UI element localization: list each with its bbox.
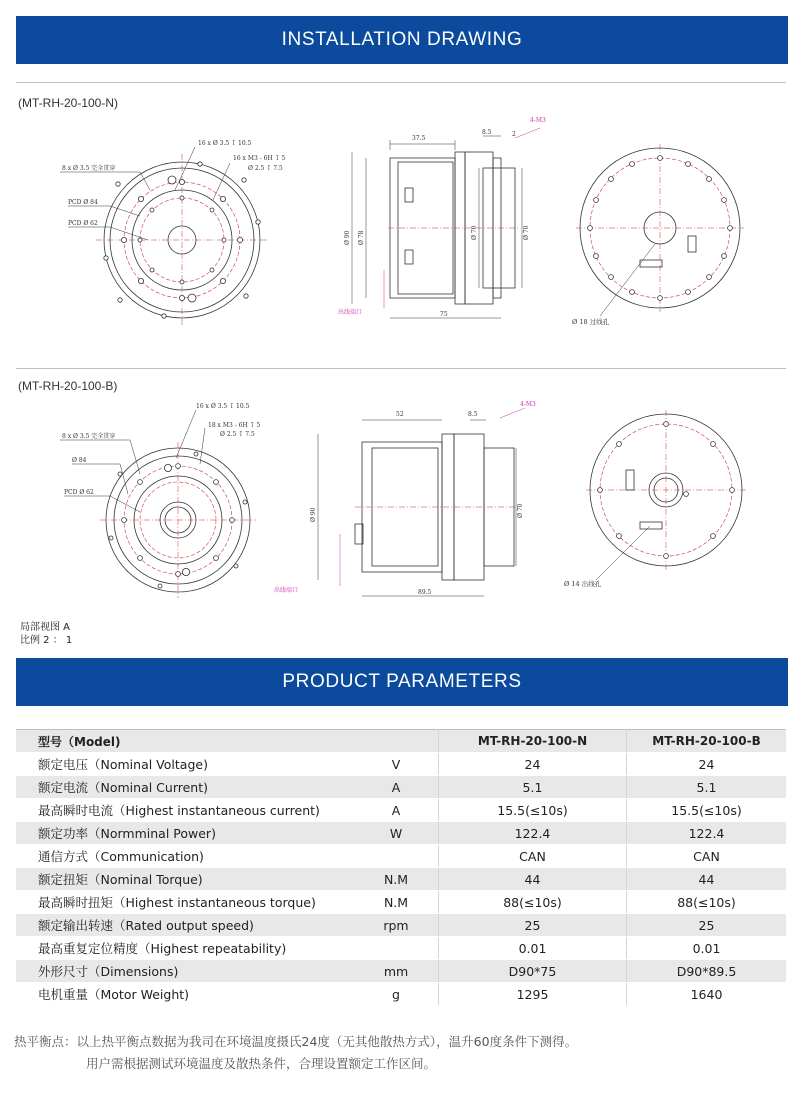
param-unit: A (354, 799, 439, 822)
param-unit (354, 845, 439, 868)
param-value-n: 0.01 (439, 937, 627, 960)
b-back-hole: Ø 14 出线孔 (564, 580, 602, 588)
param-value-b: D90*89.5 (627, 960, 787, 983)
table-row (16, 822, 786, 845)
param-value-b: 0.01 (627, 937, 787, 960)
param-unit: W (354, 822, 439, 845)
b-front-thru: 8 x Ø 3.5 完全贯穿 (62, 433, 116, 440)
b-side-dim1: 52 (396, 411, 404, 418)
header-unit (354, 730, 439, 753)
n-side-dim4: 2 (512, 131, 516, 138)
param-name: 额定电流（Nominal Current) (16, 776, 354, 799)
param-unit: rpm (354, 914, 439, 937)
table-row (16, 983, 786, 1006)
param-name: 最高瞬时扭矩（Highest instantaneous torque) (16, 891, 354, 914)
param-name: 通信方式（Communication) (16, 845, 354, 868)
n-side-dim1: 37.5 (412, 135, 426, 142)
table-row (16, 914, 786, 937)
model-b-label: (MT-RH-20-100-B) (18, 379, 118, 393)
param-unit: N.M (354, 868, 439, 891)
n-back-view (576, 144, 744, 316)
param-unit: N.M (354, 891, 439, 914)
footnote-line1: 热平衡点：以上热平衡点数据为我司在环境温度摄氏24度（无其他散热方式），温升60度条件下测得。 (14, 1034, 578, 1049)
table-row (16, 868, 786, 891)
param-unit: A (354, 776, 439, 799)
param-value-n: 24 (439, 753, 627, 776)
param-name: 电机重量（Motor Weight) (16, 983, 354, 1006)
param-value-n: D90*75 (439, 960, 627, 983)
model-n-label: (MT-RH-20-100-N) (18, 96, 119, 110)
param-value-n: 44 (439, 868, 627, 891)
param-value-b: 15.5(≤10s) (627, 799, 787, 822)
param-value-b: 1640 (627, 983, 787, 1006)
param-unit: mm (354, 960, 439, 983)
param-value-b: 122.4 (627, 822, 787, 845)
param-value-n: 15.5(≤10s) (439, 799, 627, 822)
table-header-row (16, 730, 786, 753)
param-value-b: 44 (627, 868, 787, 891)
n-side-d-in1: Ø 70 (471, 225, 478, 240)
table-row (16, 937, 786, 960)
n-front-hole-a: 16 x Ø 3.5 ↧ 10.5 (198, 140, 252, 147)
table-row (16, 776, 786, 799)
b-side-dim2: 8.5 (468, 411, 478, 418)
b-side-cable-out: 出线端口 (274, 587, 299, 594)
installation-drawing-title: INSTALLATION DRAWING (281, 29, 523, 50)
drawing-mt-rh-20-100-n (0, 110, 800, 340)
param-name: 最高重复定位精度（Highest repeatability) (16, 937, 354, 960)
footnote-line2: 用户需根据测试环境温度及散热条件，合理设置额定工作区间。 (86, 1056, 437, 1071)
n-front-hole-b: 16 x M3 - 6H ↧ 5 (233, 155, 286, 162)
param-value-b: 88(≤10s) (627, 891, 787, 914)
installation-drawing-banner (16, 16, 788, 64)
param-unit (354, 937, 439, 960)
divider-top (16, 82, 786, 83)
b-front-hole-a: 16 x Ø 3.5 ↧ 10.5 (196, 403, 250, 410)
param-value-n: 25 (439, 914, 627, 937)
param-value-n: 1295 (439, 983, 627, 1006)
param-name: 最高瞬时电流（Highest instantaneous current) (16, 799, 354, 822)
param-value-b: 24 (627, 753, 787, 776)
param-value-n: 122.4 (439, 822, 627, 845)
param-value-b: 25 (627, 914, 787, 937)
param-value-n: CAN (439, 845, 627, 868)
param-value-b: CAN (627, 845, 787, 868)
param-name: 外形尺寸（Dimensions) (16, 960, 354, 983)
b-side-d-in: Ø 70 (517, 503, 524, 518)
n-side-view (352, 128, 540, 318)
n-front-thru: 8 x Ø 3.5 完全贯穿 (62, 165, 116, 172)
n-front-view (60, 147, 268, 326)
table-row (16, 891, 786, 914)
n-side-d-mid: Ø 78 (358, 230, 365, 245)
b-front-pcd2: PCD Ø 62 (64, 489, 94, 496)
n-side-d-in2: Ø 70 (523, 225, 530, 240)
n-front-hole-c: Ø 2.5 ↧ 7.5 (248, 165, 283, 172)
n-back-hole: Ø 18 过线孔 (572, 318, 610, 326)
n-side-dim2: 8.5 (482, 129, 492, 136)
param-name: 额定电压（Nominal Voltage) (16, 753, 354, 776)
n-front-pcd2: PCD Ø 62 (68, 220, 98, 227)
header-model: 型号（Model) (16, 730, 354, 753)
product-parameters-title: PRODUCT PARAMETERS (282, 671, 522, 692)
scale-label: 比例 2 ： 1 (20, 635, 73, 646)
table-row (16, 845, 786, 868)
param-value-n: 5.1 (439, 776, 627, 799)
table-row (16, 960, 786, 983)
param-name: 额定扭矩（Nominal Torque) (16, 868, 354, 891)
table-row (16, 799, 786, 822)
param-name: 额定输出转速（Rated output speed) (16, 914, 354, 937)
b-front-pcd1: Ø 84 (72, 457, 87, 464)
n-side-length: 75 (440, 311, 448, 318)
b-side-d-outer: Ø 90 (310, 507, 317, 522)
param-value-b: 5.1 (627, 776, 787, 799)
param-unit: V (354, 753, 439, 776)
drawing-mt-rh-20-100-b (0, 394, 800, 608)
divider-middle (16, 368, 786, 369)
n-front-pcd1: PCD Ø 84 (68, 199, 98, 206)
header-model-b: MT-RH-20-100-B (627, 730, 787, 753)
parameters-table (16, 729, 786, 1006)
b-front-hole-c: Ø 2.5 ↧ 7.5 (220, 431, 255, 438)
header-model-n: MT-RH-20-100-N (439, 730, 627, 753)
b-side-view (318, 408, 525, 596)
n-side-d-outer: Ø 90 (344, 230, 351, 245)
product-parameters-banner (16, 658, 788, 706)
param-unit: g (354, 983, 439, 1006)
table-row (16, 753, 786, 776)
b-back-view (586, 410, 746, 580)
detail-view-label: 局部视图 A (20, 622, 71, 633)
b-side-dim3: 4-M3 (520, 401, 536, 408)
b-front-hole-b: 18 x M3 - 6H ↧ 5 (208, 422, 261, 429)
b-side-length: 89.5 (418, 589, 432, 596)
param-name: 额定功率（Normminal Power) (16, 822, 354, 845)
param-value-n: 88(≤10s) (439, 891, 627, 914)
n-side-dim3: 4-M3 (530, 117, 546, 124)
n-side-cable-out: 出线端口 (338, 309, 363, 316)
